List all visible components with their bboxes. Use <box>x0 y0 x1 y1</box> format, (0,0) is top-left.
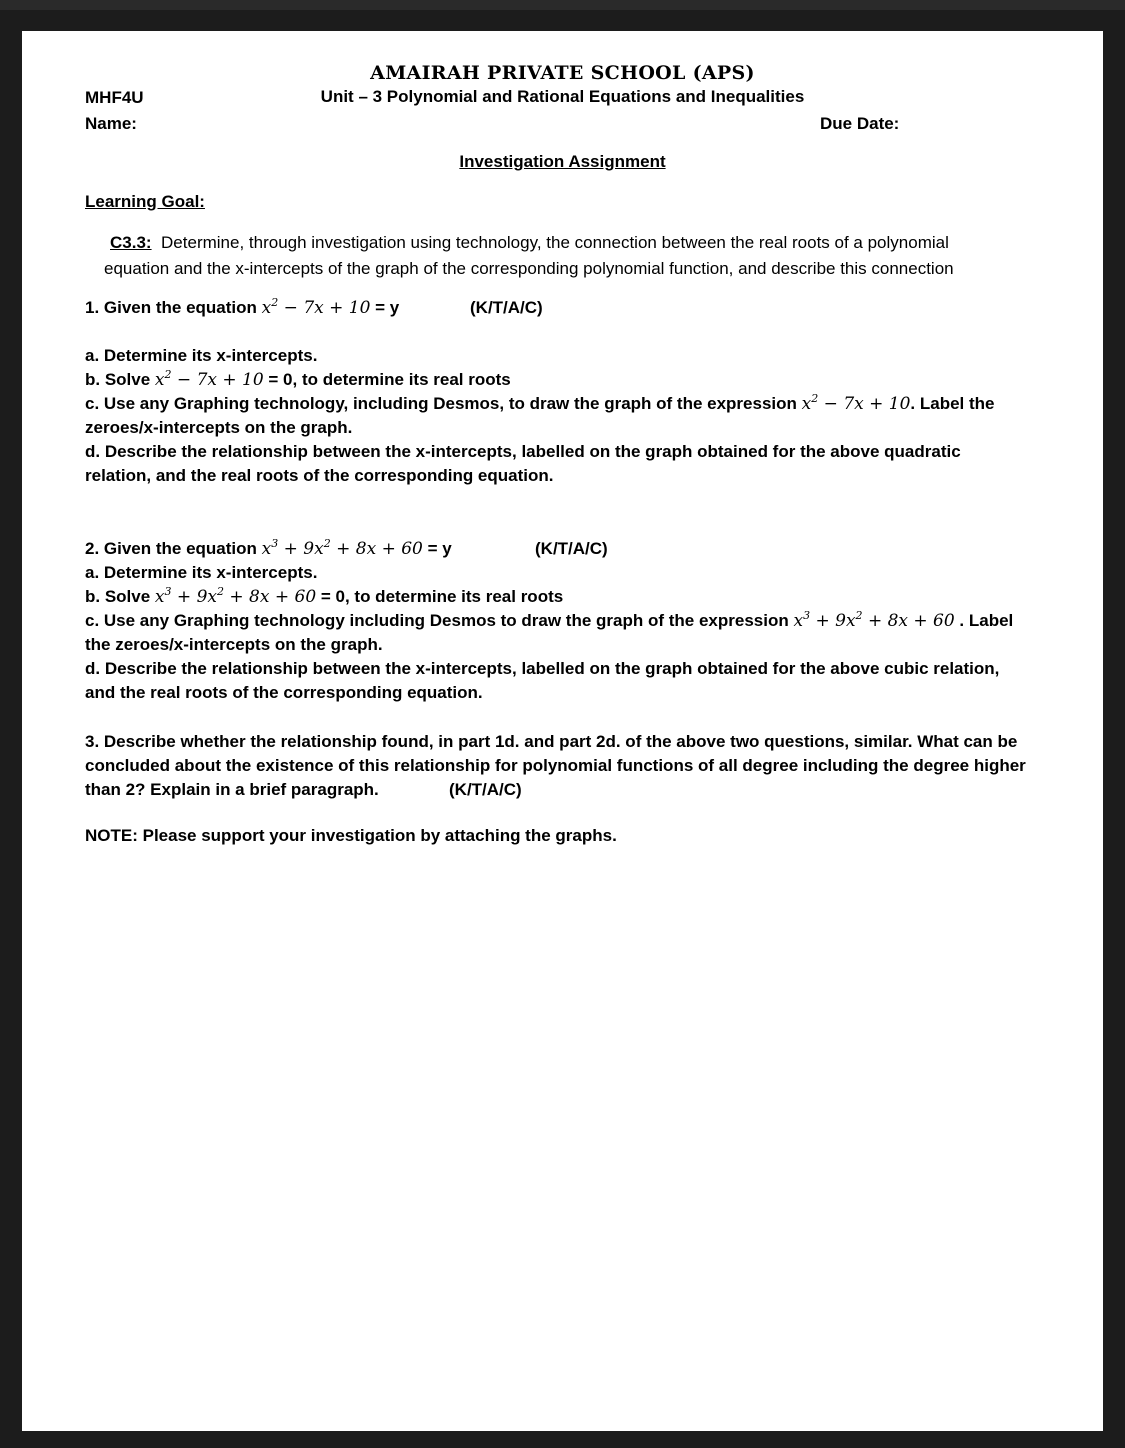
question-2-heading <box>85 537 1045 561</box>
q2-part-b <box>85 585 1045 609</box>
course-code: MHF4U <box>85 88 144 107</box>
q1-part-a: a. Determine its x-intercepts. <box>85 346 318 365</box>
q2-c-lead: c. Use any Graphing technology including Desmos to draw the graph of the expression <box>85 611 789 630</box>
q3-line-3-row <box>85 778 1045 802</box>
q1-c-lead: c. Use any Graphing technology, including Desmos, to draw the graph of the expression <box>85 394 797 413</box>
q1-categories: (K/T/A/C) <box>470 298 543 317</box>
school-name: AMAIRAH PRIVATE SCHOOL (APS) <box>370 62 755 84</box>
q2-equation: $x^3 + 9x^2 + 8x + 60$ <box>261 537 423 559</box>
q1-c-equation: $x^2 - 7x + 10$ <box>801 392 911 414</box>
q2-c-equation: $x^3 + 9x^2 + 8x + 60$ <box>793 609 955 631</box>
goal-line-2: equation and the x-intercepts of the graph of the corresponding polynomial function, and describe this connection <box>104 259 954 278</box>
q3-categories: (K/T/A/C) <box>449 780 522 799</box>
due-date-label: Due Date: <box>820 114 900 133</box>
assignment-title: Investigation Assignment <box>459 152 666 171</box>
q2-part-c-line2: the zeroes/x-intercepts on the graph. <box>85 635 383 654</box>
q1-lead: 1. Given the equation <box>85 298 257 317</box>
q1-part-c-line2: zeroes/x-intercepts on the graph. <box>85 418 353 437</box>
q1-c-tail: . Label the <box>910 394 995 413</box>
learning-goal-text <box>104 230 1040 282</box>
q3-line-1: 3. Describe whether the relationship found, in part 1d. and part 2d. of the above two questions, similar. What can be <box>85 732 1018 751</box>
goal-code: C3.3: <box>110 233 152 252</box>
q2-tail: = y <box>422 539 452 558</box>
note: NOTE: Please support your investigation by attaching the graphs. <box>85 826 617 845</box>
q2-part-c <box>85 609 1045 633</box>
q1-tail: = y <box>370 298 400 317</box>
q1-part-d-line1: d. Describe the relationship between the x-intercepts, labelled on the graph obtained for the above quadratic <box>85 442 961 461</box>
learning-goal-heading: Learning Goal: <box>85 192 205 211</box>
q1-b-equation: $x^2 - 7x + 10$ <box>154 368 264 390</box>
question-3 <box>85 730 1045 802</box>
q2-b-equation: $x^3 + 9x^2 + 8x + 60$ <box>154 585 317 607</box>
q1-part-b <box>85 368 1045 392</box>
q2-lead: 2. Given the equation <box>85 539 257 558</box>
q1-b-lead: b. Solve <box>85 370 151 389</box>
q2-part-d-line1: d. Describe the relationship between the x-intercepts, labelled on the graph obtained for the above cubic relation, <box>85 659 1000 678</box>
q2-c-tail: . Label <box>959 611 1014 630</box>
name-label: Name: <box>85 114 137 133</box>
question-1-parts <box>85 344 1045 488</box>
q2-b-lead: b. Solve <box>85 587 151 606</box>
q3-line-3: than 2? Explain in a brief paragraph. <box>85 780 379 799</box>
document-page <box>22 31 1103 1431</box>
q3-line-2: concluded about the existence of this relationship for polynomial functions of all degree including the degree higher <box>85 756 1026 775</box>
q2-part-a: a. Determine its x-intercepts. <box>85 563 318 582</box>
q2-categories: (K/T/A/C) <box>535 539 608 558</box>
q1-b-tail: = 0, to determine its real roots <box>263 370 511 389</box>
q1-equation: $x^2 - 7x + 10$ <box>261 296 371 318</box>
unit-title: Unit – 3 Polynomial and Rational Equations and Inequalities <box>320 87 805 106</box>
window-top-bar <box>0 0 1125 10</box>
q2-part-d-line2: and the real roots of the corresponding equation. <box>85 683 483 702</box>
goal-line-1: Determine, through investigation using technology, the connection between the real roots of a polynomial <box>161 233 949 252</box>
q2-b-tail: = 0, to determine its real roots <box>316 587 564 606</box>
q1-part-c <box>85 392 1045 416</box>
q1-part-d-line2: relation, and the real roots of the corresponding equation. <box>85 466 554 485</box>
question-1-heading <box>85 296 1045 320</box>
question-2 <box>85 537 1045 705</box>
